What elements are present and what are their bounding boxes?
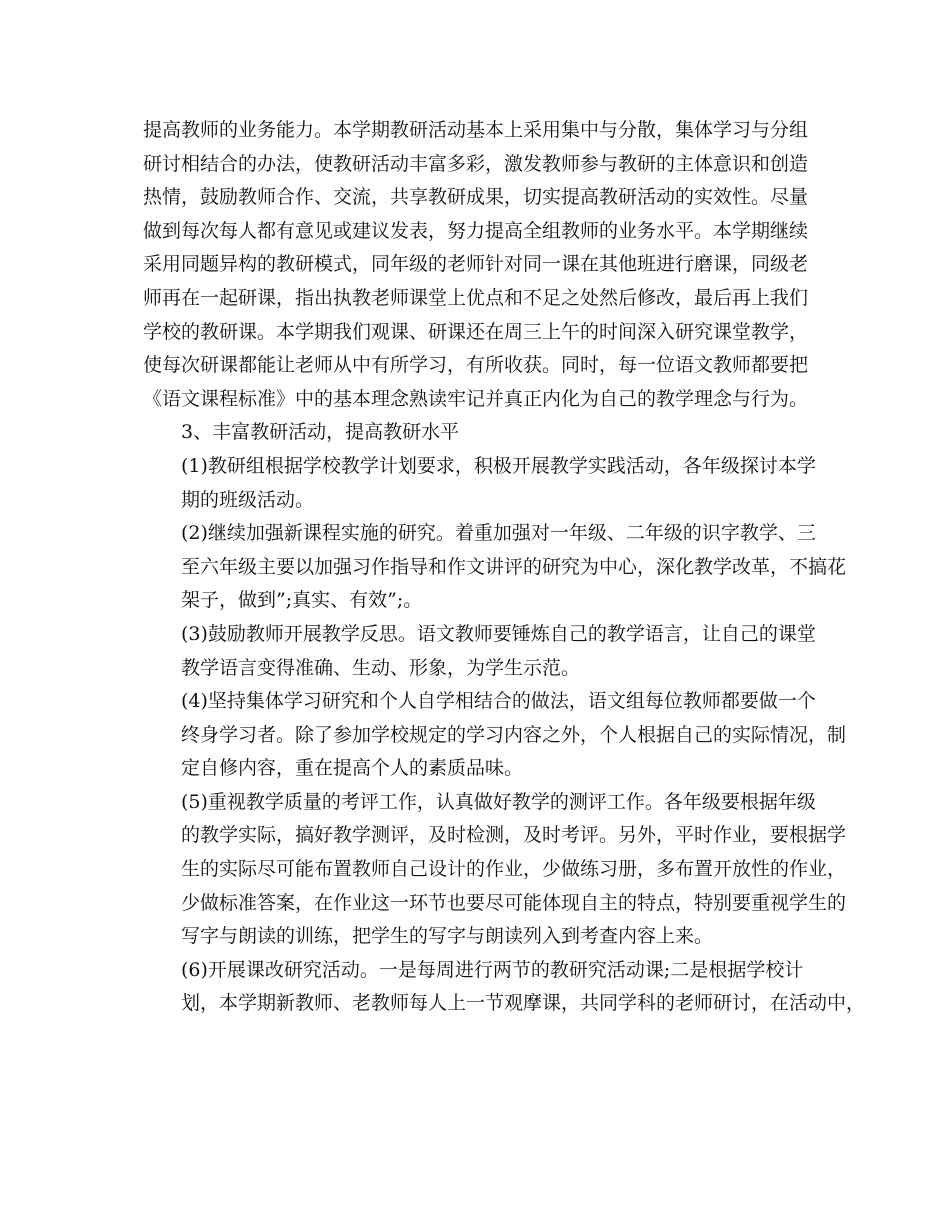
- text-line: (3)鼓励教师开展教学反思。语文教师要锤炼自己的教学语言，让自己的课堂: [181, 622, 816, 645]
- paragraph: [143, 114, 807, 416]
- text-line: 生的实际尽可能布置教师自己设计的作业，少做练习册，多布置开放性的作业，: [181, 858, 847, 881]
- paragraph: [143, 685, 847, 786]
- text-line: 师再在一起研课，指出执教老师课堂上优点和不足之处然后修改，最后再上我们: [143, 286, 809, 309]
- text-line: 的教学实际，搞好教学测评，及时检测，及时考评。另外，平时作业，要根据学: [181, 824, 847, 847]
- text-line: 3、丰富教研活动，提高教研水平: [181, 421, 460, 444]
- paragraph: [143, 954, 866, 1021]
- text-line: (2)继续加强新课程实施的研究。着重加强对一年级、二年级的识字教学、三: [181, 522, 816, 545]
- text-line: (1)教研组根据学校教学计划要求，积极开展教学实践活动，各年级探讨本学: [181, 454, 816, 477]
- text-line: 学校的教研课。本学期我们观课、研课还在周三上午的时间深入研究课堂教学，: [143, 320, 809, 343]
- text-line: 少做标准答案，在作业这一环节也要尽可能体现自主的特点，特别要重视学生的: [181, 891, 847, 914]
- text-line: 《语文课程标准》中的基本理念熟读牢记并真正内化为自己的教学理念与行为。: [143, 387, 809, 410]
- text-line: 终身学习者。除了参加学校规定的学习内容之外，个人根据自己的实际情况，制: [181, 723, 847, 746]
- text-line: 划，本学期新教师、老教师每人上一节观摩课，共同学科的老师研讨，在活动中，: [181, 992, 866, 1015]
- document-body: [143, 114, 866, 1021]
- paragraph: [143, 618, 816, 685]
- paragraph: [143, 450, 816, 517]
- paragraph: [143, 786, 847, 954]
- text-line: 架子，做到”;真实、有效”;。: [181, 589, 423, 612]
- paragraph: [143, 416, 807, 450]
- text-line: 写字与朗读的训练，把学生的写字与朗读列入到考查内容上来。: [181, 925, 714, 948]
- text-line: 采用同题异构的教研模式，同年级的老师针对同一课在其他班进行磨课，同级老: [143, 253, 809, 276]
- text-line: 提高教师的业务能力。本学期教研活动基本上采用集中与分散，集体学习与分组: [143, 119, 809, 141]
- text-line: 定自修内容，重在提高个人的素质品味。: [181, 757, 524, 780]
- text-line: 做到每次每人都有意见或建议发表，努力提高全组教师的业务水平。本学期继续: [143, 219, 809, 242]
- text-line: 使每次研课都能让老师从中有所学习，有所收获。同时，每一位语文教师都要把: [143, 354, 809, 377]
- text-line: (6)开展课改研究活动。一是每周进行两节的教研究活动课;二是根据学校计: [181, 958, 804, 981]
- text-line: 热情，鼓励教师合作、交流，共享教研成果，切实提高教研活动的实效性。尽量: [143, 186, 809, 209]
- paragraph: [143, 517, 847, 618]
- text-line: 期的班级活动。: [181, 488, 315, 511]
- text-line: 至六年级主要以加强习作指导和作文讲评的研究为中心，深化教学改革，不搞花: [181, 555, 847, 578]
- text-line: (4)坚持集体学习研究和个人自学相结合的做法，语文组每位教师都要做一个: [181, 690, 816, 713]
- text-line: (5)重视教学质量的考评工作，认真做好教学的测评工作。各年级要根据年级: [181, 790, 816, 813]
- text-line: 教学语言变得准确、生动、形象，为学生示范。: [181, 656, 581, 679]
- text-line: 研讨相结合的办法，使教研活动丰富多彩，激发教师参与教研的主体意识和创造: [143, 152, 809, 175]
